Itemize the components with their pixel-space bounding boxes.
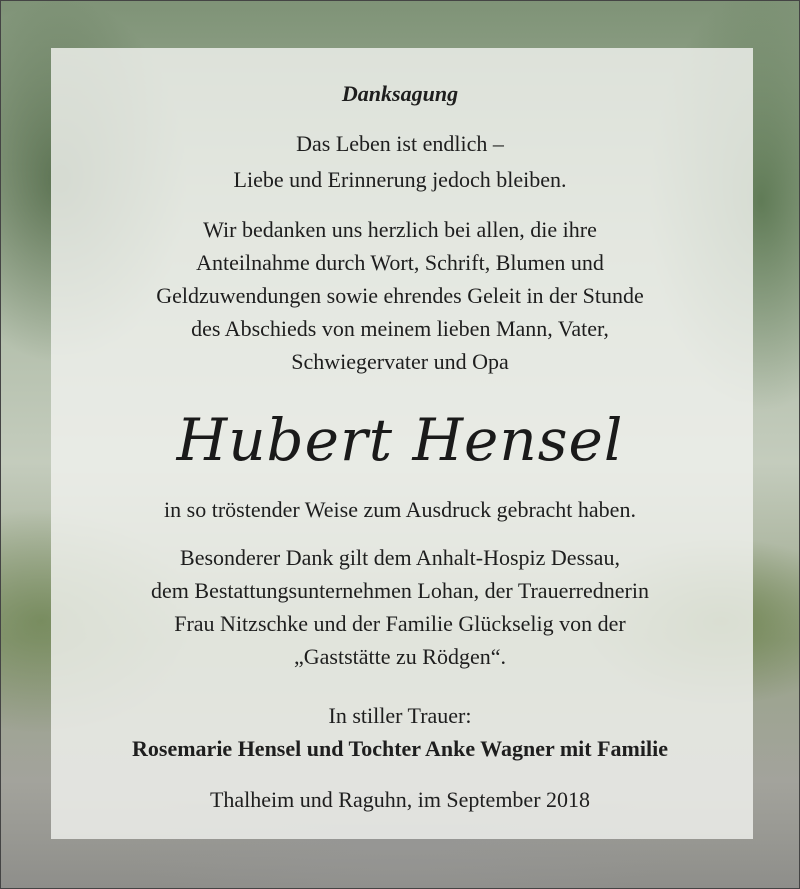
- place-date: Thalheim und Raguhn, im September 2018: [209, 787, 591, 812]
- special-thanks-block: [1, 543, 799, 672]
- special-thanks-line: Frau Nitzschke und der Familie Glückselig von der: [174, 611, 626, 636]
- mourners-names: Rosemarie Hensel und Tochter Anke Wagner mit Familie: [132, 736, 668, 761]
- thanks-line: Schwiegervater und Opa: [291, 349, 509, 374]
- place-date-block: [1, 785, 799, 815]
- mourning-label: In stiller Trauer:: [328, 703, 472, 728]
- mourners-block: [1, 701, 799, 764]
- after-name-block: [1, 495, 799, 525]
- deceased-name: Hubert Hensel: [176, 406, 624, 474]
- after-name-line: in so tröstender Weise zum Ausdruck gebracht haben.: [164, 497, 636, 522]
- verse-block: [1, 129, 799, 195]
- thanks-block: [1, 215, 799, 377]
- special-thanks-line: dem Bestattungsunternehmen Lohan, der Trauerrednerin: [151, 578, 649, 603]
- special-thanks-line: Besonderer Dank gilt dem Anhalt-Hospiz Dessau,: [180, 545, 620, 570]
- verse-line: Liebe und Erinnerung jedoch bleiben.: [233, 167, 567, 192]
- thanks-line: des Abschieds von meinem lieben Mann, Vater,: [191, 316, 609, 341]
- thanks-line: Anteilnahme durch Wort, Schrift, Blumen und: [196, 250, 604, 275]
- verse-line: Das Leben ist endlich –: [296, 131, 504, 156]
- notice-heading: Danksagung: [341, 81, 459, 106]
- thanks-line: Wir bedanken uns herzlich bei allen, die ihre: [203, 217, 597, 242]
- thanks-line: Geldzuwendungen sowie ehrendes Geleit in der Stunde: [156, 283, 644, 308]
- special-thanks-line: „Gaststätte zu Rödgen“.: [294, 644, 506, 669]
